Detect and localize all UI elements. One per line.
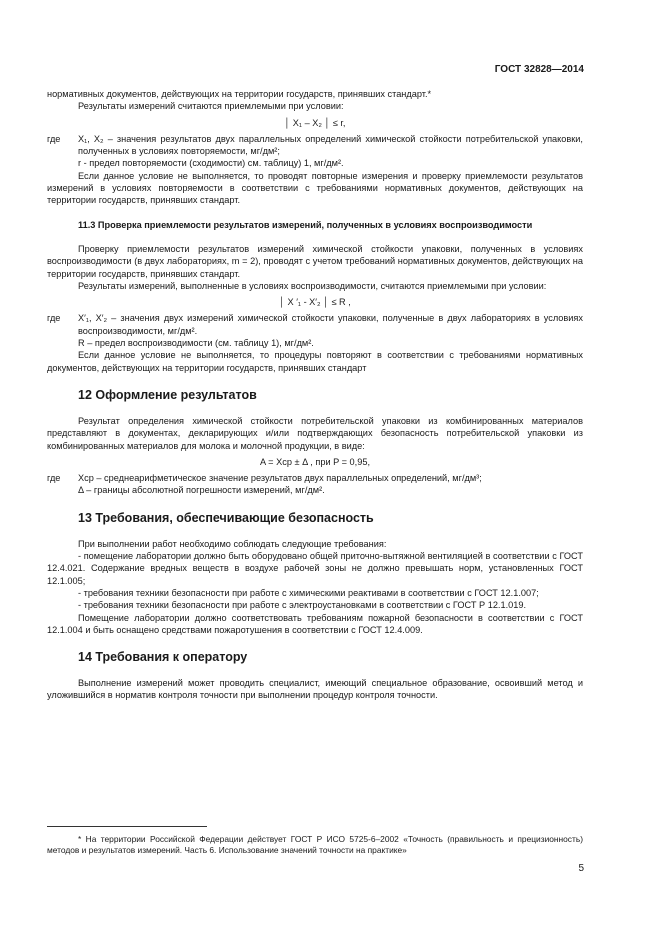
page-number: 5 — [578, 863, 584, 874]
paragraph: X₁, X₂ – значения результатов двух параллельных определений химической стойкости потребительской упаковки, полученных в условиях повторяемости, мг/дм²; — [78, 133, 583, 157]
footnote-divider — [47, 826, 207, 827]
paragraph: Если данное условие не выполняется, то проводят повторные измерения и проверку приемлемости результатов измерений в условиях повторяемости в соответствии с требованиями нормативных документов, действующих на территории государств, принявших стандарт. — [47, 170, 583, 206]
formula-result: A = Xср ± Δ , при P = 0,95, — [260, 456, 370, 467]
paragraph: Результаты измерений, выполненные в условиях воспроизводимости, считаются приемлемыми при условии: — [78, 280, 547, 291]
paragraph: нормативных документов, действующих на территории государств, принявших стандарт.* — [47, 89, 432, 99]
paragraph: Результат определения химической стойкости потребительской упаковки из комбинированных материалов представляют в документах, декларирующих и/или подтверждающих безопасность потребительской упаковки из комбинированных материалов для молока и молочной продукции, в виде: — [47, 415, 583, 451]
section-heading-12: 12 Оформление результатов — [78, 387, 257, 402]
where-label: где — [47, 473, 61, 484]
where-label: где — [47, 133, 61, 144]
list-item: - требования техники безопасности при работе с химическими реактивами в соответствии с ГОСТ 12.1.007; — [78, 587, 539, 598]
where-block — [47, 312, 583, 337]
footnote: * На территории Российской Федерации действует ГОСТ Р ИСО 5725-6–2002 «Точность (правильность и прецизионность) методов и результатов измерений. Часть 6. Использование значений точности на практике» — [47, 834, 583, 855]
paragraph: Выполнение измерений может проводить специалист, имеющий специальное образование, освоивший метод и уложившийся в норматив контроля точности при выполнении процедур контроля точности. — [47, 678, 583, 701]
doc-code-header: ГОСТ 32828—2014 — [494, 64, 584, 75]
paragraph: Xср – среднеарифметическое значение результатов двух параллельных определений, мг/дм³; — [78, 473, 482, 484]
section-heading-14: 14 Требования к оператору — [78, 650, 248, 665]
section-heading-13: 13 Требования, обеспечивающие безопасность — [78, 510, 374, 525]
paragraph: R – предел воспроизводимости (см. таблицу 1), мг/дм². — [78, 338, 314, 349]
paragraph: r - предел повторяемости (сходимости) см. таблицу) 1, мг/дм². — [78, 158, 344, 169]
paragraph: Если данное условие не выполняется, то процедуры повторяют в соответствии с требованиями нормативных документов, действующих на территории государств, принявших стандарт — [47, 350, 583, 373]
formula-repeatability: │ X₁ – X₂ │ ≤ r, — [284, 117, 346, 128]
list-item: - помещение лаборатории должно быть оборудовано общей приточно-вытяжной вентиляцией в соответствии с ГОСТ 12.4.021. Содержание вредных веществ в воздухе рабочей зоны не должно превышать норм, установленных ГОСТ 12.1.005; — [47, 551, 583, 586]
body-text — [47, 88, 583, 702]
paragraph: Δ – границы абсолютной погрешности измерений, мг/дм². — [78, 485, 325, 496]
paragraph: Помещение лаборатории должно соответствовать требованиям пожарной безопасности в соответствии с ГОСТ 12.1.004 и быть оснащено средствами пожаротушения в соответствии с ГОСТ 12.4.009. — [47, 612, 583, 635]
section-heading-11-3: 11.3 Проверка приемлемости результатов измерений, полученных в условиях воспроизводимости — [78, 219, 533, 230]
where-label: где — [47, 313, 61, 324]
list-item: - требования техники безопасности при работе с электроустановками в соответствии с ГОСТ Р 12.1.019. — [78, 600, 527, 611]
paragraph: X′₁, X′₂ – значения двух измерений химической стойкости упаковки, полученные в двух лабораториях в условиях воспроизводимости, мг/дм². — [78, 313, 583, 336]
paragraph: При выполнении работ необходимо соблюдать следующие требования: — [78, 538, 387, 549]
paragraph: Результаты измерений считаются приемлемыми при условии: — [78, 101, 344, 112]
where-block — [47, 133, 583, 158]
paragraph: Проверку приемлемости результатов измерений химической стойкости упаковки, полученных в условиях воспроизводимости (в двух лабораториях, m = 2), проводят с учетом требований нормативных документов, действующих на территории государств, принявших стандарт. — [47, 243, 583, 279]
formula-reproducibility: │ X ′₁ - X′₂ │ ≤ R , — [279, 297, 351, 308]
where-block — [47, 472, 583, 484]
